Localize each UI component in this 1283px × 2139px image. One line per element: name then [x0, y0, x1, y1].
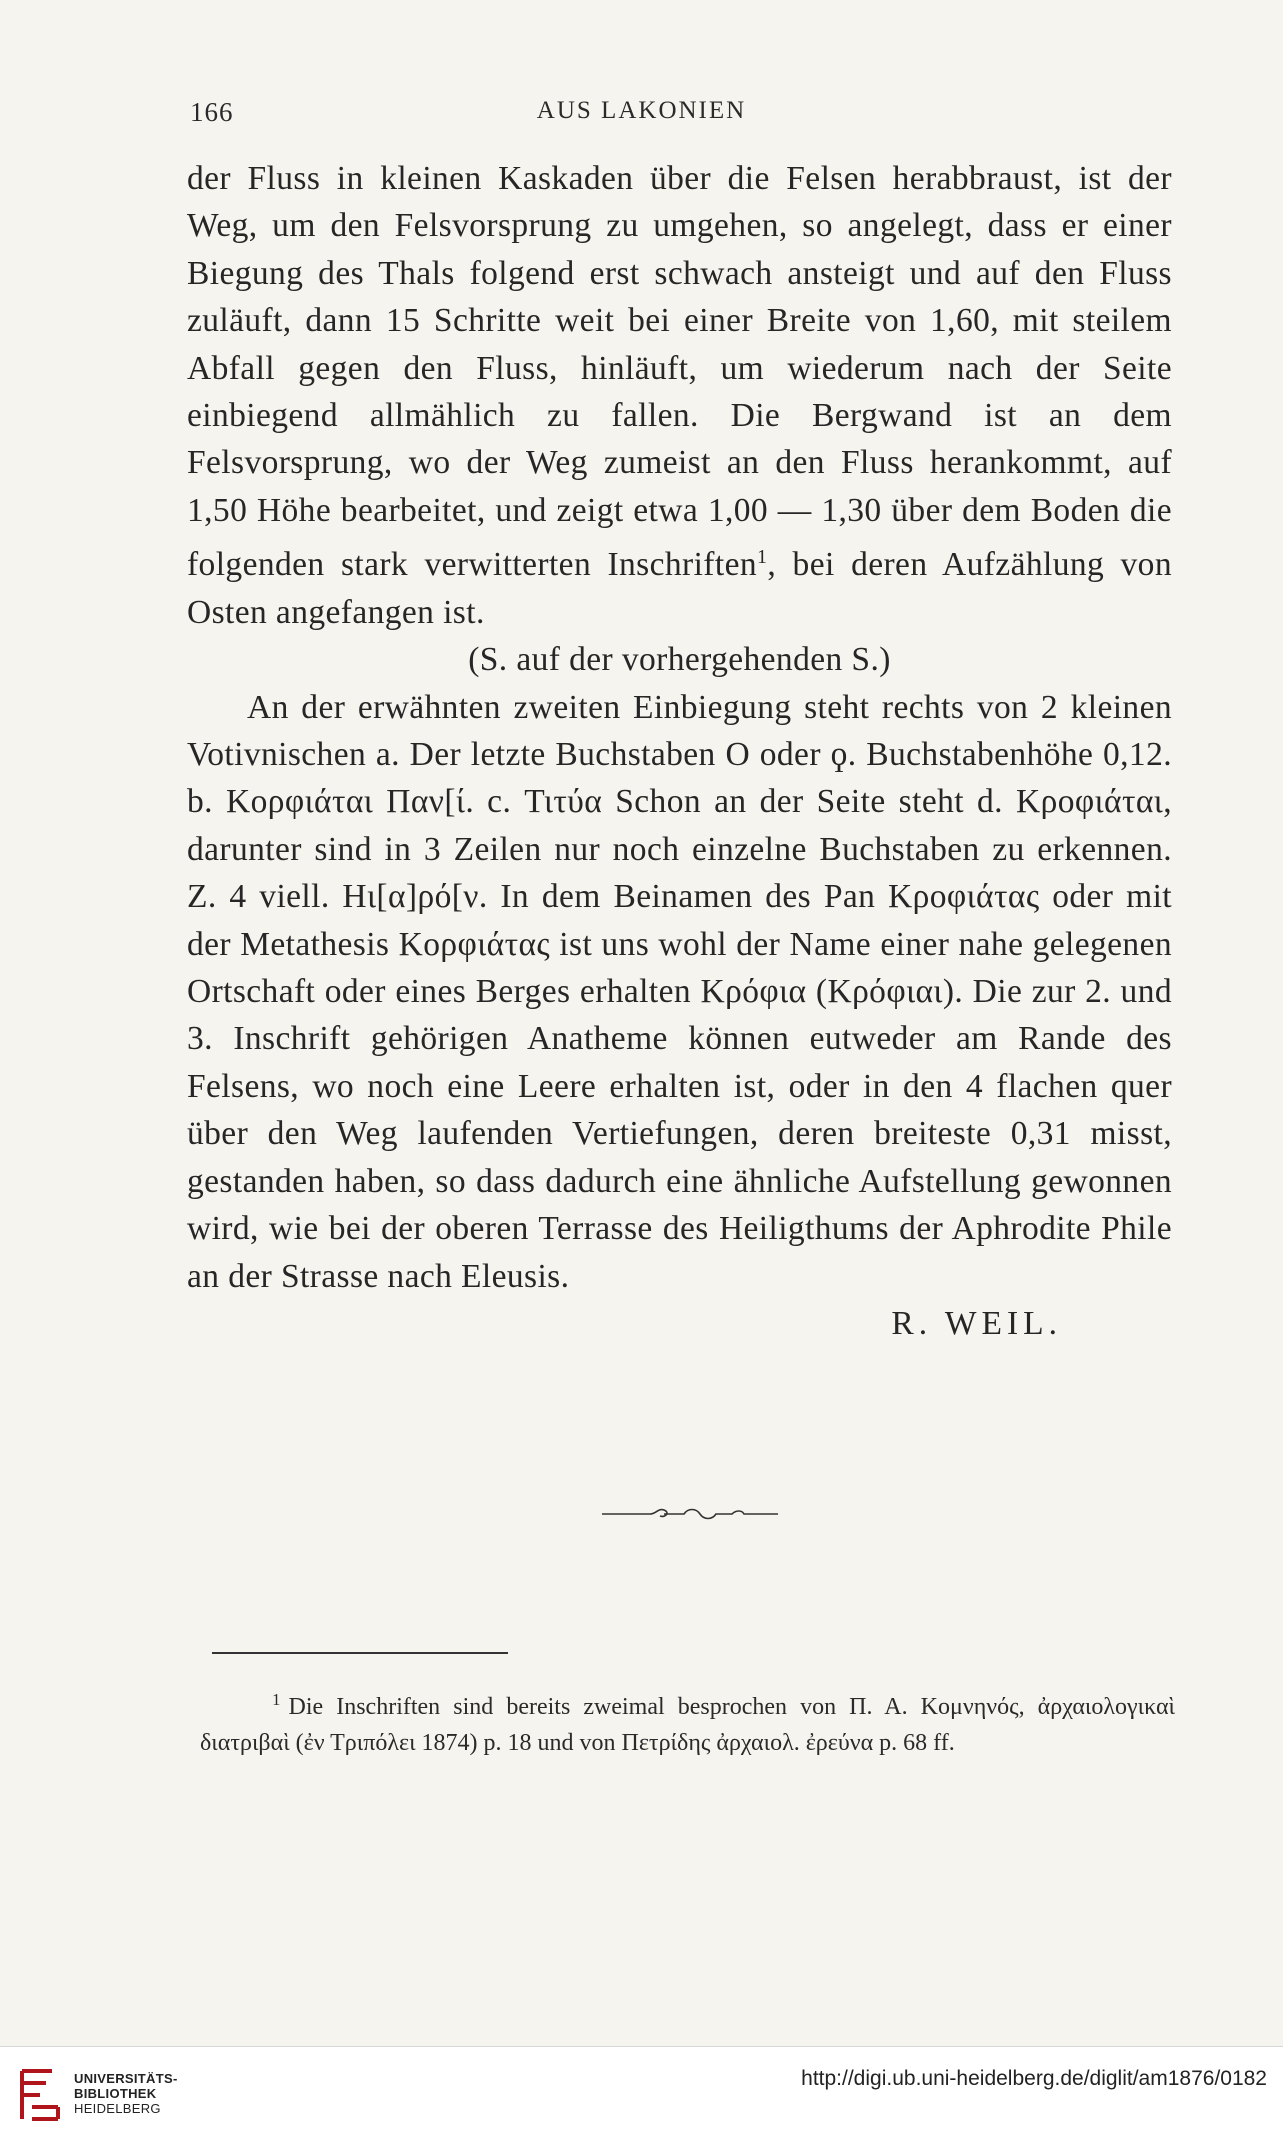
university-library-logo-icon[interactable]: [12, 2067, 64, 2123]
footnote: [200, 1682, 1175, 1761]
page-header: [0, 97, 1283, 137]
page-number: 166: [190, 97, 234, 127]
author-signature: R. WEIL.: [891, 1304, 1062, 1342]
paragraph-2: An der erwähnten zweiten Einbiegung steht rechts von 2 kleinen Votivnischen a. Der letzte Buchstaben O oder ϙ. Buchstabenhöhe 0,12. b. Κορφιάται Παν[ί. c. Τιτύα Schon an der Seite steht d. Κροφιάται, darunter sind in 3 Zeilen nur noch einzelne Buchstaben zu erkennen. Z. 4 viell. Hι[α]ρό[ν. In dem Beinamen des Pan Κροφιάτας oder mit der Metathesis Κορφιάτας ist uns wohl der Name einer nahe gelegenen Ortschaft oder eines Berges erhalten Κρόφια (Κρόφιαι). Die zur 2. und 3. Inschrift gehörigen Anatheme können eutweder am Rande des Felsens, wo noch eine Leere erhalten ist, oder in den 4 flachen quer über den Weg laufenden Vertiefungen, deren breiteste 0,31 misst, gestanden haben, so dass dadurch eine ähnliche Aufstellung gewonnen wird, wie bei der oberen Terrasse des Heiligthums der Aphrodite Phile an der Strasse nach Eleusis.: [187, 688, 1172, 1295]
footnote-rule: [212, 1652, 508, 1654]
footnote-reference: 1: [756, 546, 768, 569]
paragraph-1: [187, 155, 1172, 636]
note-line: (S. auf der vorhergehenden S.): [468, 641, 891, 679]
institution-line-2: BIBLIOTHEK: [74, 2086, 157, 2101]
viewer-footer: [0, 2046, 1283, 2139]
paragraph-1-text: der Fluss in kleinen Kaskaden über die Felsen herabbraust, ist der Weg, um den Felsvorsprung zu umgehen, so angelegt, dass er einer Biegung des Thals folgend erst schwach ansteigt und auf den Fluss zuläuft, dann 15 Schritte weit bei einer Breite von 1,60, mit steilem Abfall gegen den Fluss, hinläuft, um wiederum nach der Seite einbiegend allmählich zu fallen. Die Bergwand ist an dem Felsvorsprung, wo der Weg zumeist an den Fluss herankommt, auf 1,50 Höhe bearbeitet, und zeigt etwa 1,00 — 1,30 über dem Boden die folgenden stark verwitterten Inschriften: [187, 160, 1172, 584]
paragraph-1-end: , bei deren Aufzählung von Osten angefangen ist.: [187, 546, 1172, 631]
institution-line-1: UNIVERSITÄTS-: [74, 2071, 178, 2086]
running-title: AUS LAKONIEN: [536, 97, 747, 124]
footnote-text: Die Inschriften sind bereits zweimal besprochen von Π. Α. Κομνηνός, ἀρχαιολογικαὶ διατριβαὶ (ἐν Τριπόλει 1874) p. 18 und von Πετρίδης ἀρχαιολ. ἐρεύνα p. 68 ff.: [200, 1694, 1175, 1756]
institution-name: [74, 2071, 178, 2116]
main-text: [187, 155, 1172, 1347]
ornament-divider-icon: [600, 1502, 780, 1524]
permalink-url[interactable]: http://digi.ub.uni-heidelberg.de/diglit/am1876/0182: [801, 2067, 1267, 2090]
footnote-body: [200, 1682, 1175, 1761]
institution-line-3: HEIDELBERG: [74, 2101, 161, 2116]
footnote-mark: 1: [272, 1690, 281, 1709]
